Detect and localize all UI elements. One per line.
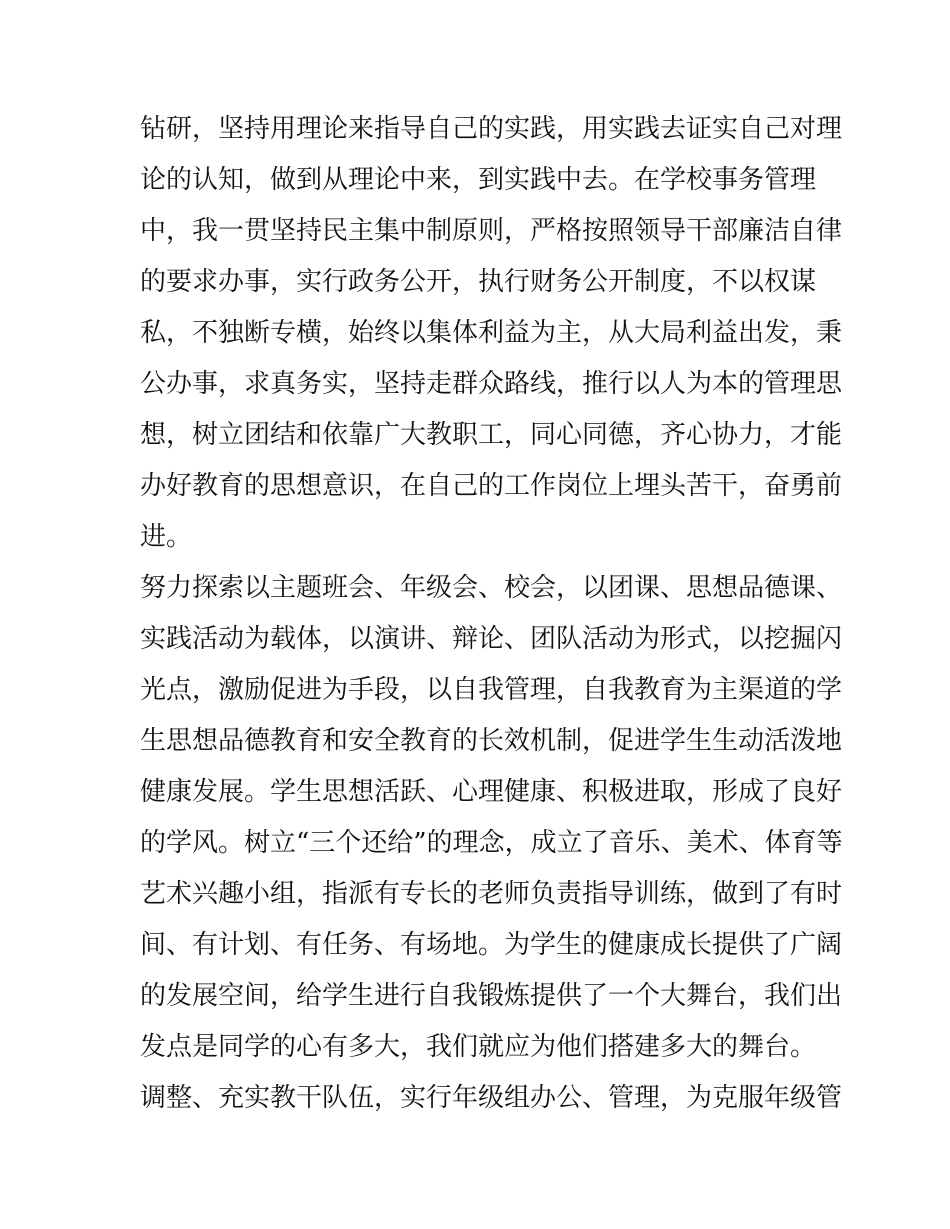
text-line: 中，我一贯坚持民主集中制原则，严格按照领导干部廉洁自律 — [140, 216, 843, 246]
text-line: 公办事，求真务实，坚持走群众路线，推行以人为本的管理思 — [140, 369, 843, 399]
text-line: 的学风。树立“三个还给”的理念，成立了音乐、美术、体育等 — [140, 828, 843, 858]
body-text — [140, 104, 843, 1124]
text-line: 艺术兴趣小组，指派有专长的老师负责指导训练，做到了有时 — [140, 879, 843, 909]
text-line: 努力探索以主题班会、年级会、校会，以团课、思想品德课、 — [140, 573, 843, 603]
text-line: 的发展空间，给学生进行自我锻炼提供了一个大舞台，我们出 — [140, 981, 843, 1011]
text-line: 进。 — [140, 522, 193, 552]
text-line: 实践活动为载体，以演讲、辩论、团队活动为形式，以挖掘闪 — [140, 624, 843, 654]
text-line: 想，树立团结和依靠广大教职工，同心同德，齐心协力，才能 — [140, 420, 843, 450]
text-line: 间、有计划、有任务、有场地。为学生的健康成长提供了广阔 — [140, 930, 843, 960]
text-line: 发点是同学的心有多大，我们就应为他们搭建多大的舞台。 — [140, 1032, 817, 1062]
text-line: 论的认知，做到从理论中来，到实践中去。在学校事务管理 — [140, 165, 817, 195]
text-line: 健康发展。学生思想活跃、心理健康、积极进取，形成了良好 — [140, 777, 843, 807]
text-line: 调整、充实教干队伍，实行年级组办公、管理，为克服年级管 — [140, 1083, 843, 1113]
text-line: 光点，激励促进为手段，以自我管理，自我教育为主渠道的学 — [140, 675, 843, 705]
text-line: 的要求办事，实行政务公开，执行财务公开制度，不以权谋 — [140, 267, 817, 297]
text-line: 钻研，坚持用理论来指导自己的实践，用实践去证实自己对理 — [140, 114, 843, 144]
text-line: 生思想品德教育和安全教育的长效机制，促进学生生动活泼地 — [140, 726, 843, 756]
text-line: 办好教育的思想意识，在自己的工作岗位上埋头苦干，奋勇前 — [140, 471, 843, 501]
text-line: 私，不独断专横，始终以集体利益为主，从大局利益出发，秉 — [140, 318, 843, 348]
